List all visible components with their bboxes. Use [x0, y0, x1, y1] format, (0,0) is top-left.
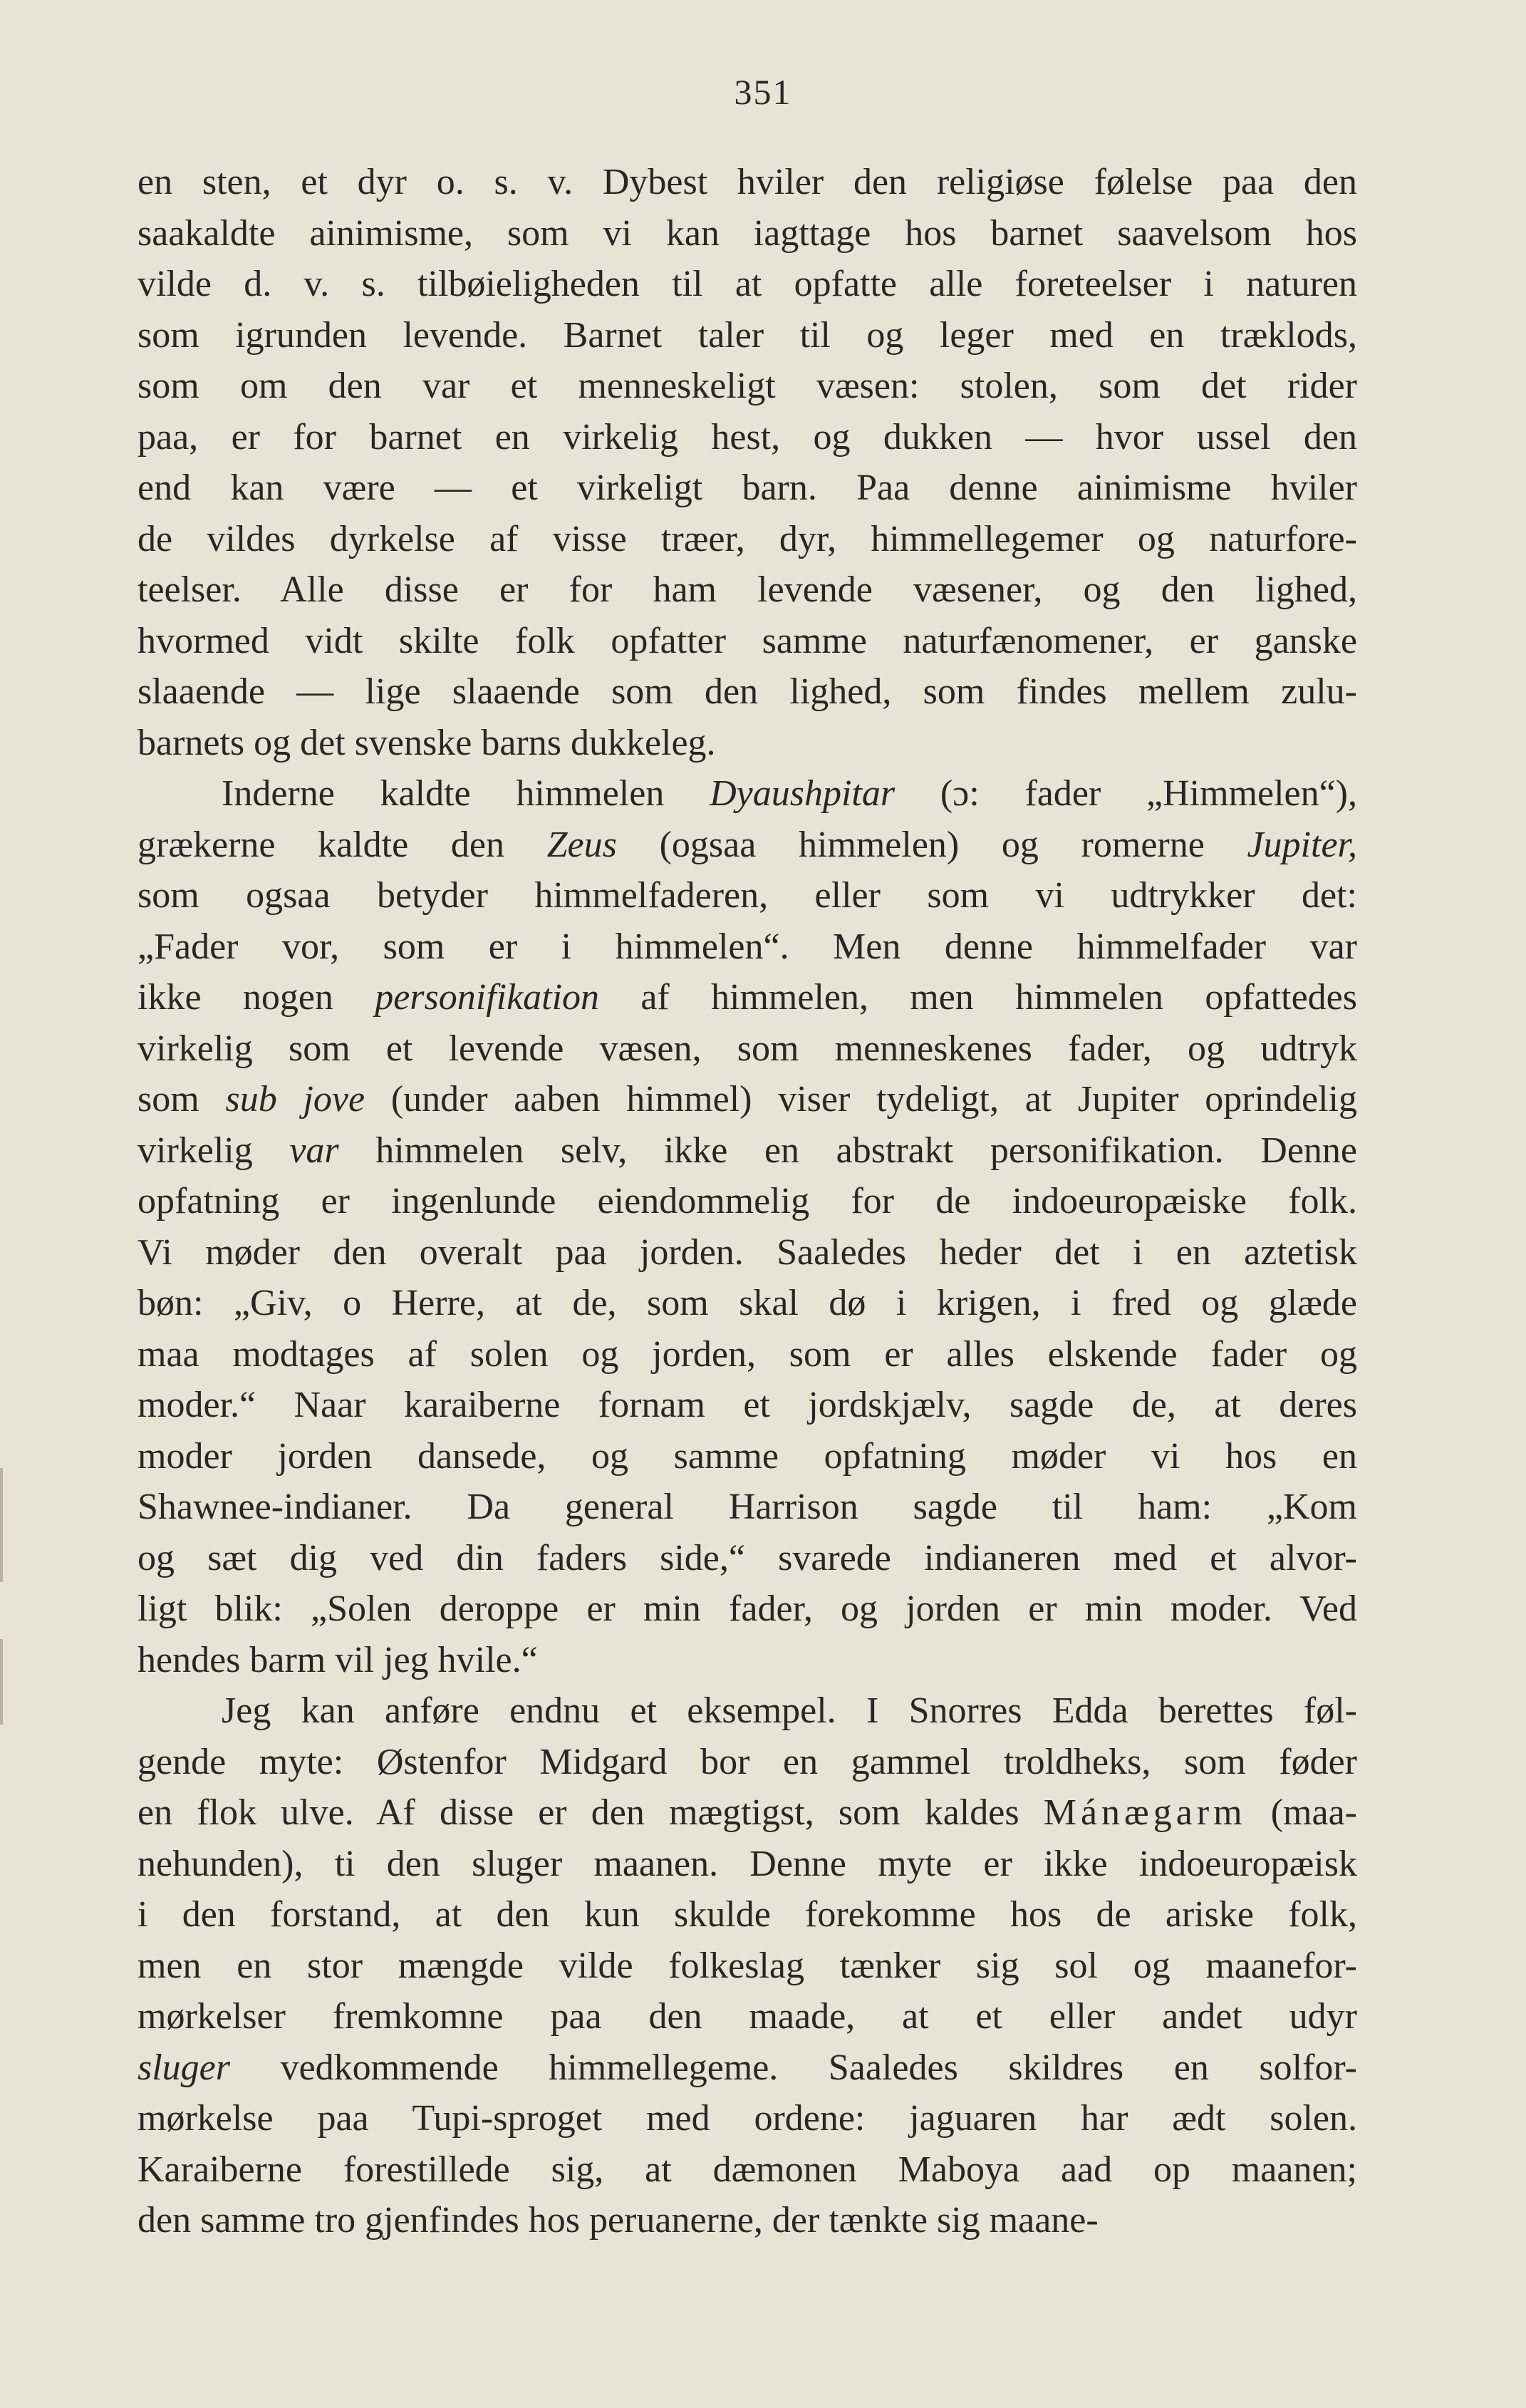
text-run: (ɔ: fader „Himmelen“),	[895, 773, 1357, 814]
text-run: Inderne kaldte himmelen	[222, 773, 710, 814]
text-run: som ogsaa betyder himmelfaderen, eller som vi udtrykker det:	[137, 875, 1357, 916]
text-run: en flok ulve. Af disse er den mægtigst, som kaldes	[137, 1792, 1044, 1833]
text-run: maa modtages af solen og jorden, som er alles elskende fader og	[137, 1333, 1357, 1375]
text-run: virkelig som et levende væsen, som menneskenes fader, og udtryk	[137, 1028, 1357, 1069]
text-line	[137, 157, 1357, 208]
text-run: himmelen selv, ikke en abstrakt personifikation. Denne	[338, 1130, 1357, 1171]
text-run: grækerne kaldte den	[137, 824, 547, 865]
text-line	[137, 208, 1357, 259]
text-run: saakaldte ainimisme, som vi kan iagttage hos barnet saavelsom hos	[137, 212, 1357, 254]
text-line	[137, 1533, 1357, 1584]
text-line	[137, 1839, 1357, 1890]
text-run: en sten, et dyr o. s. v. Dybest hviler den religiøse følelse paa den	[137, 162, 1357, 202]
text-run: de vildes dyrkelse af visse træer, dyr, himmellegemer og naturfore-	[137, 518, 1357, 559]
italic-text: Zeus	[546, 824, 617, 865]
text-line	[137, 1329, 1357, 1380]
text-line	[137, 1023, 1357, 1075]
spaced-text: Mánægarm	[1043, 1792, 1247, 1833]
text-line	[137, 259, 1357, 310]
text-line	[137, 1787, 1357, 1839]
text-line	[137, 412, 1357, 463]
text-run: vilde d. v. s. tilbøieligheden til at opfatte alle foreteelser i naturen	[137, 264, 1357, 304]
text-run: i den forstand, at den kun skulde forekomme hos de ariske folk,	[137, 1894, 1357, 1935]
text-run: men en stor mængde vilde folkeslag tænker sig sol og maanefor-	[137, 1945, 1357, 1986]
text-line	[137, 1685, 1357, 1737]
text-line	[137, 1176, 1357, 1227]
text-run: end kan være — et virkeligt barn. Paa denne ainimisme hviler	[137, 467, 1357, 508]
page-edge-shadow	[0, 1639, 3, 1725]
text-run: som igrunden levende. Barnet taler til og leger med en træklods,	[137, 314, 1357, 356]
text-line	[137, 564, 1357, 616]
text-run: bøn: „Giv, o Herre, at de, som skal dø i krigen, i fred og glæde	[137, 1283, 1357, 1323]
text-line	[137, 514, 1357, 565]
text-run: paa, er for barnet en virkelig hest, og dukken — hvor ussel den	[137, 416, 1357, 458]
text-run: slaaende — lige slaaende som den lighed, som findes mellem zulu-	[137, 671, 1357, 712]
text-line	[137, 1583, 1357, 1635]
text-run: Karaiberne forestillede sig, at dæmonen Maboya aad op maanen;	[137, 2149, 1357, 2190]
text-line	[137, 921, 1357, 973]
text-run: (maa-	[1246, 1792, 1357, 1833]
text-line	[137, 1991, 1357, 2042]
text-run: „Fader vor, som er i himmelen“. Men denne himmelfader var	[137, 926, 1357, 967]
text-run: ikke nogen	[137, 977, 375, 1018]
text-run: (ogsaa himmelen) og romerne	[616, 824, 1247, 865]
text-run: som	[137, 1079, 226, 1120]
text-run: vedkommende himmellegeme. Saaledes skildres en solfor-	[230, 2047, 1357, 2088]
italic-text: personifikation	[375, 977, 600, 1018]
text-line	[137, 2042, 1357, 2094]
text-run: nehunden), ti den sluger maanen. Denne myte er ikke indoeuropæisk	[137, 1843, 1357, 1884]
text-run: og sæt dig ved din faders side,“ svarede indianeren med et alvor-	[137, 1537, 1357, 1578]
text-line	[137, 718, 1357, 769]
text-line	[137, 1737, 1357, 1788]
text-run: gende myte: Østenfor Midgard bor en gammel troldheks, som føder	[137, 1741, 1357, 1782]
text-line	[137, 1889, 1357, 1941]
text-run: mørkelse paa Tupi-sproget med ordene: jaguaren har ædt solen.	[137, 2098, 1357, 2139]
text-run: hendes barm vil jeg hvile.“	[137, 1639, 538, 1680]
text-line	[137, 463, 1357, 514]
text-line	[137, 2195, 1357, 2246]
text-line	[137, 2093, 1357, 2144]
italic-text: var	[289, 1130, 339, 1171]
text-run: som om den var et menneskeligt væsen: stolen, som det rider	[137, 366, 1357, 406]
text-line	[137, 1635, 1357, 1686]
text-line	[137, 1380, 1357, 1431]
text-line	[137, 2144, 1357, 2196]
italic-text: sub jove	[225, 1079, 365, 1120]
italic-text: Dyaushpitar	[710, 773, 896, 814]
text-line	[137, 870, 1357, 921]
text-run: hvormed vidt skilte folk opfatter samme naturfænomener, er ganske	[137, 620, 1357, 661]
text-run: Jeg kan anføre endnu et eksempel. I Snorres Edda berettes føl-	[222, 1690, 1357, 1731]
page-number: 351	[734, 72, 792, 112]
text-line	[137, 972, 1357, 1023]
italic-text: Jupiter,	[1247, 824, 1357, 865]
text-line	[137, 616, 1357, 667]
page-edge-shadow	[0, 1468, 3, 1582]
text-run: virkelig	[137, 1130, 290, 1171]
text-run: moder jorden dansede, og samme opfatning møder vi hos en	[137, 1435, 1357, 1477]
text-run: ligt blik: „Solen deroppe er min fader, og jorden er min moder. Ved	[137, 1588, 1357, 1629]
text-run: af himmelen, men himmelen opfattedes	[599, 977, 1358, 1018]
text-line	[137, 768, 1357, 820]
text-run: Shawnee-indianer. Da general Harrison sagde til ham: „Kom	[137, 1487, 1357, 1527]
text-line	[137, 310, 1357, 361]
text-run: teelser. Alle disse er for ham levende væsener, og den lighed,	[137, 569, 1357, 610]
italic-text: sluger	[137, 2047, 230, 2088]
text-line	[137, 1227, 1357, 1278]
text-line	[137, 666, 1357, 718]
text-line	[137, 1125, 1357, 1177]
text-line	[137, 820, 1357, 871]
text-run: mørkelser fremkomne paa den maade, at et eller andet udyr	[137, 1996, 1357, 2037]
text-run: Vi møder den overalt paa jorden. Saaledes heder det i en aztetisk	[137, 1231, 1357, 1273]
text-line	[137, 1074, 1357, 1125]
text-run: (under aaben himmel) viser tydeligt, at Jupiter oprindelig	[365, 1079, 1358, 1120]
text-line	[137, 1941, 1357, 1992]
text-run: moder.“ Naar karaiberne fornam et jordskjælv, sagde de, at deres	[137, 1385, 1357, 1425]
text-line	[137, 1482, 1357, 1533]
text-line	[137, 1431, 1357, 1482]
text-line	[137, 361, 1357, 412]
text-run: barnets og det svenske barns dukkeleg.	[137, 722, 716, 763]
body-text	[137, 157, 1357, 2246]
text-run: den samme tro gjenfindes hos peruanerne, der tænkte sig maane-	[137, 2200, 1099, 2241]
text-run: opfatning er ingenlunde eiendommelig for de indoeuropæiske folk.	[137, 1181, 1357, 1221]
text-line	[137, 1278, 1357, 1329]
